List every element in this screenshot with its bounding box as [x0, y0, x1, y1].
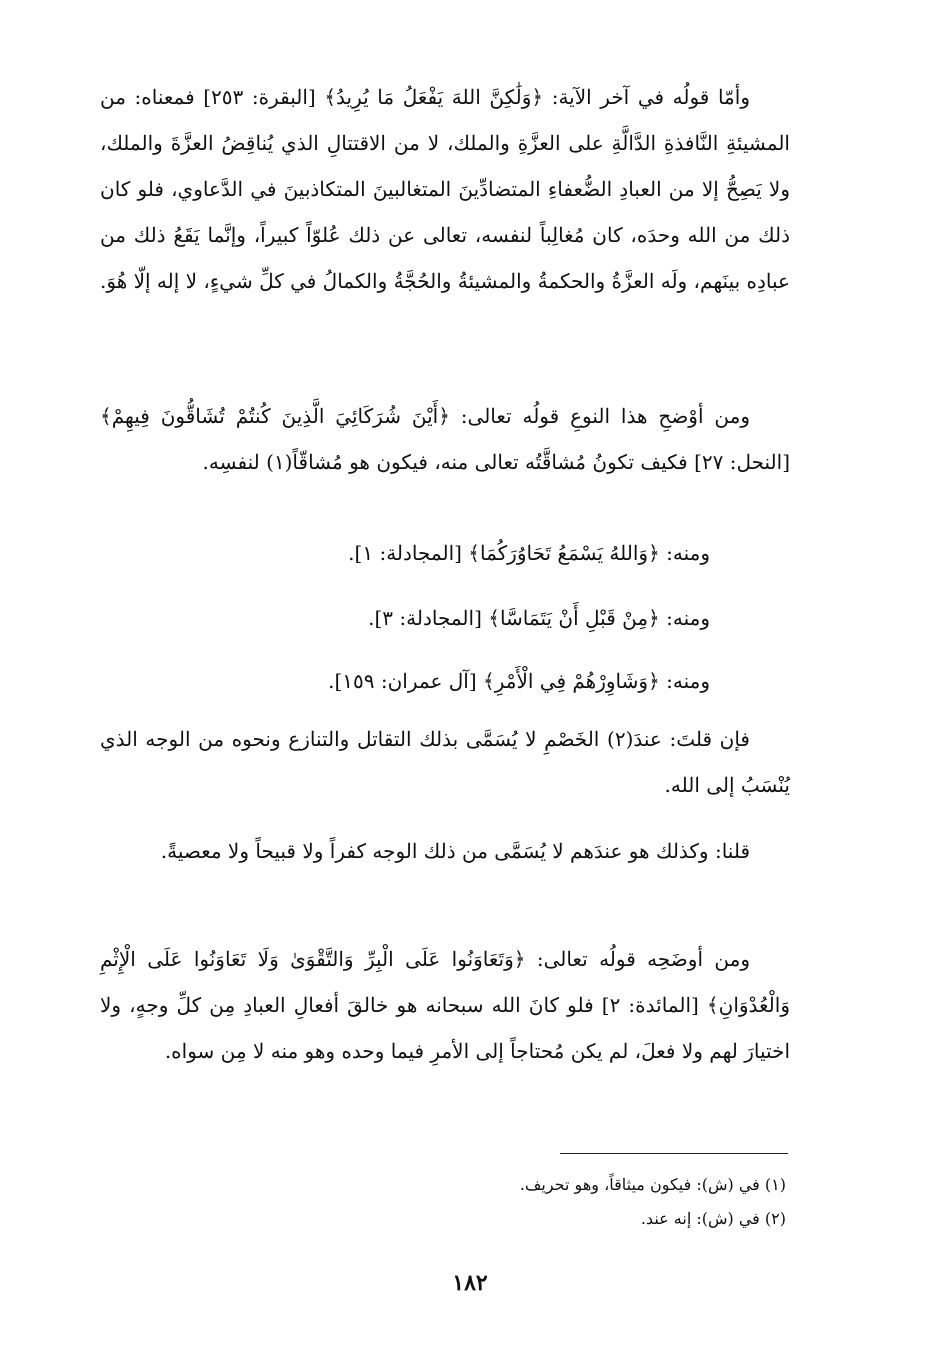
paragraph-al-mujadalah-1 — [100, 530, 790, 576]
paragraph-reply — [100, 828, 790, 874]
page-number: ١٨٢ — [452, 1270, 488, 1296]
paragraph-objection — [100, 716, 790, 808]
paragraph-text: قلنا: وكذلك هو عندَهم لا يُسَمَّى من ذلك الوجه كفراً ولا قبيحاً ولا معصيةً. — [160, 839, 750, 863]
footnote-divider — [560, 1153, 788, 1154]
paragraph-al-maidah-2 — [100, 936, 790, 1074]
paragraph-text: وأمّا قولُه في آخر الآية: ﴿وَلَٰكِنَّ اللهَ يَفْعَلُ مَا يُرِيدُ﴾ [البقرة: ٢٥٣] فمعناه: من المشيئةِ النَّافذةِ الدَّالَّةِ على العزَّةِ والملك، لا من الاقتتالِ الذي يُناقِضُ العزَّةَ والملك، ولا يَصِحُّ إلا من العبادِ الضُّعفاءِ المتضادِّينَ المتغالبينَ المتكاذبينَ في الدَّعاوي، فلو كان ذلك من الله وحدَه، كان مُغالِباً لنفسه، تعالى عن ذلك عُلوّاً كبيراً، وإنَّما يَقَعُ ذلك من عبادِه بينَهم، ولَه العزَّةُ والحكمةُ والمشيئةُ والحُجَّةُ والكمالُ في كلِّ شيءٍ، لا إله إلّا هُوَ. — [100, 85, 790, 293]
footnotes — [300, 1168, 786, 1236]
paragraph-text: ومن أوْضحِ هذا النوعِ قولُه تعالى: ﴿أَيْنَ شُرَكَائِيَ الَّذِينَ كُنتُمْ تُشَاقُّونَ فِيهِمْ﴾ [النحل: ٢٧] فكيف تكونُ مُشاقَّتُه تعالى منه، فيكون هو مُشاقّاً(١) لنفسِه. — [100, 404, 790, 474]
paragraph-an-nahl-27 — [100, 393, 790, 485]
paragraph-al-baqarah-253 — [100, 74, 790, 304]
footnote-1: (١) في (ش): فيكون ميثاقاً، وهو تحريف. — [519, 1175, 786, 1194]
paragraph-text: ومن أوضَحِه قولُه تعالى: ﴿وَتَعَاوَنُوا عَلَى الْبِرِّ وَالتَّقْوَىٰ وَلَا تَعَاوَنُوا عَلَى الْإِثْمِ وَالْعُدْوَانِ﴾ [المائدة: ٢] فلو كانَ الله سبحانه هو خالقَ أفعالِ العبادِ مِن كلِّ وجهٍ، ولا اختيارَ لهم ولا فعلَ، لم يكن مُحتاجاً إلى الأمرِ فيما وحده وهو منه لا مِن سواه. — [100, 947, 790, 1063]
paragraph-text: ومنه: ﴿مِنْ قَبْلِ أَنْ يَتَمَاسَّا﴾ [المجادلة: ٣]. — [368, 606, 710, 630]
footnote-2: (٢) في (ش): إنه عند. — [640, 1209, 786, 1228]
paragraph-al-imran-159 — [100, 658, 790, 704]
paragraph-text: فإن قلتَ: عندَ(٢) الخَصْمِ لا يُسَمَّى بذلك التقاتل والتنازع ونحوه من الوجه الذي يُنْسَبُ إلى الله. — [100, 727, 790, 797]
paragraph-al-mujadalah-3 — [100, 595, 790, 641]
paragraph-text: ومنه: ﴿وَاللهُ يَسْمَعُ تَحَاوُرَكُمَا﴾ [المجادلة: ١]. — [348, 541, 710, 565]
paragraph-text: ومنه: ﴿وَشَاوِرْهُمْ فِي الْأَمْرِ﴾ [آل عمران: ١٥٩]. — [328, 669, 710, 693]
